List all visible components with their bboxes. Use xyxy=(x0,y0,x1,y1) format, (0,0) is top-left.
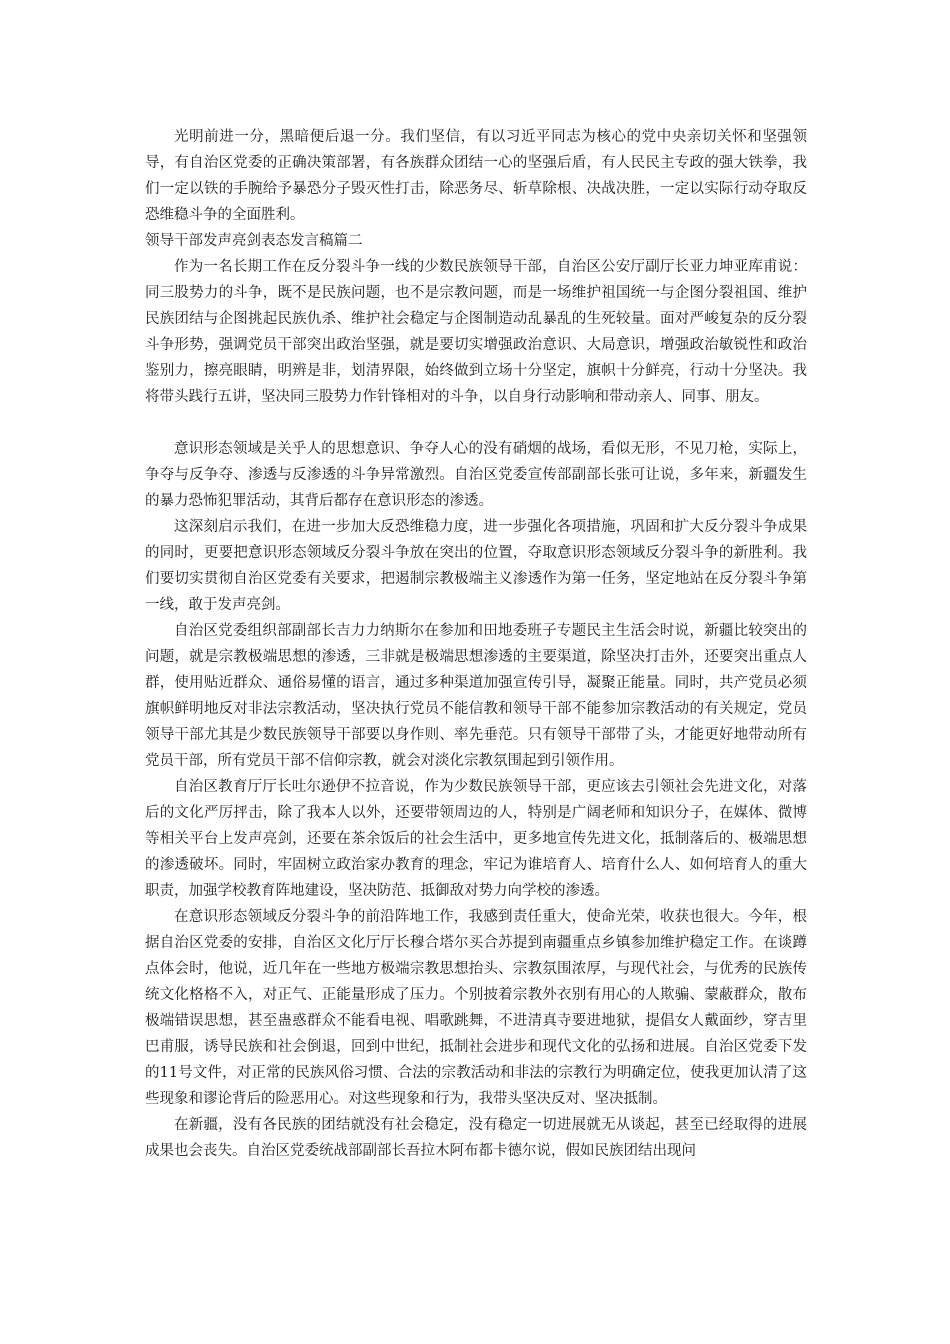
body-paragraph: 光明前进一分，黑暗便后退一分。我们坚信，有以习近平同志为核心的党中央亲切关怀和坚强领导，有自治区党委的正确决策部署，有各族群众团结一心的坚强后盾，有人民民主专政的强大铁拳，我们一定以铁的手腕给予暴恐分子毁灭性打击，除恶务尽、斩草除根、决战决胜，一定以实际行动夺取反恐维稳斗争的全面胜利。 xyxy=(145,129,807,223)
body-paragraph: 这深刻启示我们，在进一步加大反恐维稳力度，进一步强化各项措施，巩固和扩大反分裂斗争成果的同时，更要把意识形态领域反分裂斗争放在突出的位置，夺取意识形态领域反分裂斗争的新胜利。我们要切实贯彻自治区党委有关要求，把遏制宗教极端主义渗透作为第一任务，坚定地站在反分裂斗争第一线，敢于发声亮剑。 xyxy=(145,519,807,613)
body-paragraph: 自治区教育厅厅长吐尔逊伊不拉音说，作为少数民族领导干部，更应该去引领社会先进文化，对落后的文化严厉抨击，除了我本人以外，还要带领周边的人，特别是广阔老师和知识分子，在媒体、微博等相关平台上发声亮剑，还要在茶余饭后的社会生活中，更多地宣传先进文化，抵制落后的、极端思想的渗透破坏。同时，牢固树立政治家办教育的理念，牢记为谁培育人、培育什么人、如何培育人的重大职责，加强学校教育阵地建设，坚决防范、抵御敌对势力向学校的渗透。 xyxy=(145,779,807,899)
body-paragraph: 作为一名长期工作在反分裂斗争一线的少数民族领导干部，自治区公安厅副厅长亚力坤亚库甫说：同三股势力的斗争，既不是民族问题，也不是宗教问题，而是一场维护祖国统一与企图分裂祖国、维护民族团结与企图挑起民族仇杀、维护社会稳定与企图制造动乱暴乱的生死较量。面对严峻复杂的反分裂斗争形势，强调党员干部突出政治坚强，就是要切实增强政治意识、大局意识，增强政治敏锐性和政治鉴别力，擦亮眼睛，明辨是非，划清界限，始终做到立场十分坚定，旗帜十分鲜亮，行动十分坚决。我将带头践行五讲，坚决同三股势力作针锋相对的斗争，以自身行动影响和带动亲人、同事、朋友。 xyxy=(145,259,807,405)
body-paragraph: 在新疆，没有各民族的团结就没有社会稳定，没有稳定一切进展就无从谈起，甚至已经取得的进展成果也会丧失。自治区党委统战部副部长吾拉木阿布都卡德尔说，假如民族团结出现问 xyxy=(145,1117,807,1159)
body-paragraph: 自治区党委组织部副部长吉力力纳斯尔在参加和田地委班子专题民主生活会时说，新疆比较突出的问题，就是宗教极端思想的渗透，三非就是极端思想渗透的主要渠道，除坚决打击外，还要突出重点人群，使用贴近群众、通俗易懂的语言，通过多种渠道加强宣传引导，凝聚正能量。同时，共产党员必须旗帜鲜明地反对非法宗教活动，坚决执行党员不能信教和领导干部不能参加宗教活动的有关规定，党员领导干部尤其是少数民族领导干部要以身作则、率先垂范。只有领导干部带了头，才能更好地带动所有党员干部，所有党员干部不信仰宗教，就会对淡化宗教氛围起到引领作用。 xyxy=(145,623,807,769)
body-paragraph: 意识形态领域是关乎人的思想意识、争夺人心的没有硝烟的战场，看似无形，不见刀枪，实际上，争夺与反争夺、渗透与反渗透的斗争异常激烈。自治区党委宣传部副部长张可让说，多年来，新疆发生的暴力恐怖犯罪活动，其背后都存在意识形态的渗透。 xyxy=(145,441,807,509)
section-heading: 领导干部发声亮剑表态发言稿篇二 xyxy=(145,233,363,249)
paragraph-spacer xyxy=(145,410,807,436)
document-page xyxy=(145,124,807,1164)
body-paragraph: 在意识形态领域反分裂斗争的前沿阵地工作，我感到责任重大，使命光荣，收获也很大。今年，根据自治区党委的安排，自治区文化厅厅长穆合塔尔买合苏提到南疆重点乡镇参加维护稳定工作。在谈蹲点体会时，他说，近几年在一些地方极端宗教思想抬头、宗教氛围浓厚，与现代社会，与优秀的民族传统文化格格不入，对正气、正能量形成了压力。个别披着宗教外衣别有用心的人欺骗、蒙蔽群众，散布极端错误思想，甚至蛊惑群众不能看电视、唱歌跳舞，不进清真寺要进地狱，提倡女人戴面纱，穿吉里巴甫服，诱导民族和社会倒退，回到中世纪，抵制社会进步和现代文化的弘扬和进展。自治区党委下发的11号文件，对正常的民族风俗习惯、合法的宗教活动和非法的宗教行为明确定位，使我更加认清了这些现象和谬论背后的险恶用心。对这些现象和行为，我带头坚决反对、坚决抵制。 xyxy=(145,909,807,1107)
